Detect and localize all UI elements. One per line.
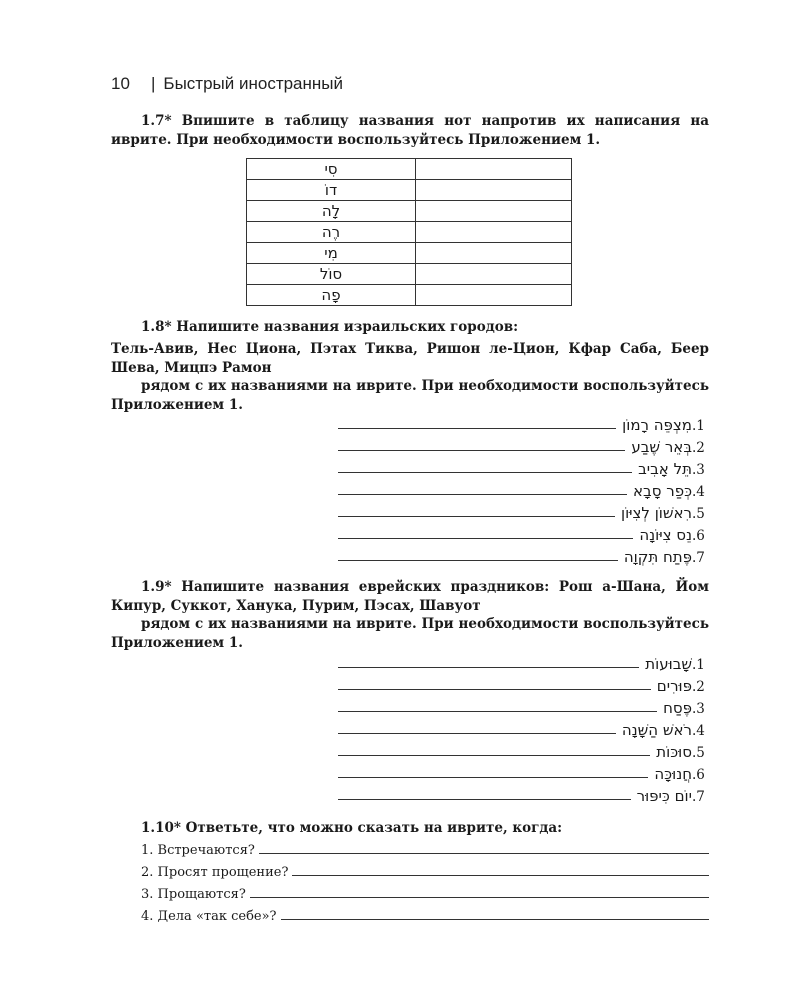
- note-hebrew: מִי: [247, 243, 416, 264]
- cities-answer-list: [338, 412, 710, 566]
- question-row: [141, 860, 709, 880]
- page-number: 10: [111, 74, 130, 93]
- hebrew-word: פּוּרִים: [656, 677, 692, 695]
- item-number: .1: [692, 657, 705, 673]
- list-item: [338, 695, 710, 717]
- exercise-number: 1.9*: [141, 579, 172, 595]
- holidays-answer-list: [338, 651, 710, 805]
- hebrew-word: מִצְפֵּה רָמוֹן: [622, 416, 692, 434]
- exercise-1-8-heading: [111, 318, 709, 337]
- list-item: [338, 522, 710, 544]
- answer-line[interactable]: [292, 875, 709, 876]
- exercise-number: 1.7*: [141, 113, 172, 129]
- item-number: .5: [692, 745, 705, 761]
- exercise-number: 1.10*: [141, 820, 181, 836]
- table-row: [247, 285, 572, 306]
- answer-cell[interactable]: [416, 243, 572, 264]
- item-number: .4: [692, 723, 705, 739]
- answer-line[interactable]: [338, 711, 657, 712]
- list-item: [338, 478, 710, 500]
- question-row: [141, 838, 709, 858]
- table-row: [247, 201, 572, 222]
- list-item: [338, 434, 710, 456]
- item-number: .7: [692, 550, 705, 566]
- city-list: Тель-Авив, Нес Циона, Пэтах Тиква, Ришон ле-Цион, Кфар Саба, Беер Шева, Мицпэ Рамон: [111, 341, 709, 376]
- hebrew-word: חֲנוּכָּה: [654, 765, 692, 783]
- list-item: [338, 500, 710, 522]
- item-number: .6: [692, 528, 705, 544]
- answer-line[interactable]: [250, 897, 709, 898]
- hebrew-word: רֹאשׁ הַשָּׁנָה: [621, 721, 692, 739]
- answer-line[interactable]: [338, 472, 632, 473]
- list-item: [338, 456, 710, 478]
- question-row: [141, 904, 709, 924]
- table-row: [247, 159, 572, 180]
- exercise-1-10-heading: [111, 819, 709, 838]
- answer-line[interactable]: [338, 516, 615, 517]
- answer-line[interactable]: [338, 667, 639, 668]
- answer-cell[interactable]: [416, 285, 572, 306]
- answer-line[interactable]: [281, 919, 709, 920]
- book-title: Быстрый иностранный: [163, 74, 344, 93]
- item-number: .2: [692, 440, 705, 456]
- item-number: .1: [692, 418, 705, 434]
- hebrew-word: תֵּל אָבִיב: [638, 460, 692, 478]
- table-row: [247, 243, 572, 264]
- hebrew-word: פֶּסַח: [663, 699, 692, 717]
- answer-line[interactable]: [338, 560, 618, 561]
- answer-cell[interactable]: [416, 222, 572, 243]
- list-item: [338, 544, 710, 566]
- note-hebrew: סִי: [247, 159, 416, 180]
- header-separator: |: [151, 74, 156, 93]
- answer-line[interactable]: [259, 853, 709, 854]
- answer-line[interactable]: [338, 450, 625, 451]
- answer-cell[interactable]: [416, 264, 572, 285]
- answer-line[interactable]: [338, 755, 650, 756]
- answer-line[interactable]: [338, 733, 616, 734]
- answer-line[interactable]: [338, 799, 631, 800]
- answer-line[interactable]: [338, 689, 651, 690]
- question-text: 1. Встречаются?: [141, 843, 255, 858]
- list-item: [338, 717, 710, 739]
- notes-table: [246, 158, 572, 306]
- exercise-number: 1.8*: [141, 319, 172, 335]
- item-number: .3: [692, 701, 705, 717]
- table-row: [247, 264, 572, 285]
- item-number: .4: [692, 484, 705, 500]
- item-number: .6: [692, 767, 705, 783]
- hebrew-word: נֵס צִיּוֹנָה: [639, 526, 692, 544]
- answer-line[interactable]: [338, 428, 616, 429]
- question-text: 3. Прощаются?: [141, 887, 246, 902]
- page-header: [111, 74, 343, 94]
- list-item: [338, 673, 710, 695]
- note-hebrew: דוֹ: [247, 180, 416, 201]
- hebrew-word: יוֹם כִּיפּוּר: [636, 787, 692, 805]
- hebrew-word: כְּפַר סָבָא: [633, 482, 692, 500]
- answer-line[interactable]: [338, 494, 627, 495]
- answer-line[interactable]: [338, 538, 633, 539]
- exercise-1-7-heading: [111, 112, 709, 149]
- list-item: [338, 412, 710, 434]
- question-text: 2. Просят прощение?: [141, 865, 289, 880]
- list-item: [338, 761, 710, 783]
- answer-line[interactable]: [338, 777, 648, 778]
- table-row: [247, 222, 572, 243]
- note-hebrew: פָה: [247, 285, 416, 306]
- hebrew-word: סוּכּוֹת: [656, 743, 692, 761]
- list-item: [338, 651, 710, 673]
- item-number: .7: [692, 789, 705, 805]
- exercise-title: Напишите названия израильских городов:: [176, 319, 519, 335]
- list-item: [338, 739, 710, 761]
- hebrew-word: בְּאֵר שֶׁבַע: [631, 438, 692, 456]
- answer-cell[interactable]: [416, 201, 572, 222]
- question-row: [141, 882, 709, 902]
- note-hebrew: לָה: [247, 201, 416, 222]
- hebrew-word: שָׁבוּעוֹת: [645, 655, 692, 673]
- hebrew-word: פֶּתַח תִּקְוָה: [623, 548, 692, 566]
- note-hebrew: סוֹל: [247, 264, 416, 285]
- answer-cell[interactable]: [416, 159, 572, 180]
- exercise-text: Напишите названия еврейских праздников: Рош а-Шана, Йом Кипур, Суккот, Ханука, Пурим, Пэсах, Шавуот: [111, 579, 709, 614]
- exercise-instruction: рядом с их названиями на иврите. При необходимости воспользуйтесь Приложением 1.: [111, 378, 709, 413]
- exercise-text: Впишите в таблицу названия нот напротив их написания на иврите. При необходимости воспользуйтесь Приложением 1.: [111, 113, 709, 148]
- exercise-1-9-heading: [111, 578, 709, 615]
- item-number: .2: [692, 679, 705, 695]
- note-hebrew: רֶה: [247, 222, 416, 243]
- item-number: .3: [692, 462, 705, 478]
- item-number: .5: [692, 506, 705, 522]
- question-text: 4. Дела «так себе»?: [141, 909, 277, 924]
- answer-cell[interactable]: [416, 180, 572, 201]
- hebrew-word: רִאשׁוֹן לְצִיּוֹן: [620, 504, 692, 522]
- exercise-instruction: рядом с их названиями на иврите. При необходимости воспользуйтесь Приложением 1.: [111, 616, 709, 651]
- exercise-title: Ответьте, что можно сказать на иврите, когда:: [185, 820, 563, 836]
- table-row: [247, 180, 572, 201]
- list-item: [338, 783, 710, 805]
